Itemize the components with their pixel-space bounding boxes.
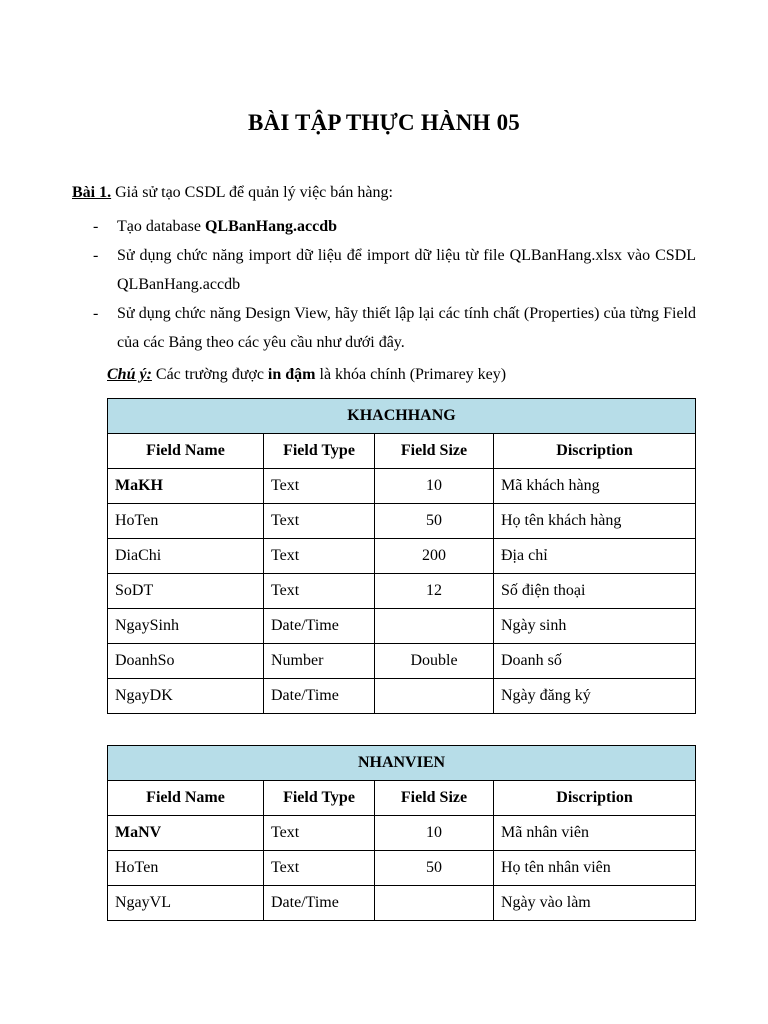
cell-field-name: NgaySinh bbox=[108, 609, 264, 644]
cell-field-name: SoDT bbox=[108, 574, 264, 609]
cell-field-size: 200 bbox=[375, 539, 494, 574]
table-row bbox=[108, 644, 696, 679]
bullet-dash: - bbox=[93, 247, 99, 264]
header-field-type: Field Type bbox=[264, 434, 375, 469]
cell-field-name: DiaChi bbox=[108, 539, 264, 574]
table-header-row bbox=[108, 434, 696, 469]
cell-description: Họ tên khách hàng bbox=[494, 504, 696, 539]
note-label: Chú ý: bbox=[107, 366, 152, 383]
cell-field-type: Number bbox=[264, 644, 375, 679]
table-row bbox=[108, 609, 696, 644]
cell-field-name: MaNV bbox=[108, 816, 264, 851]
cell-field-size: 12 bbox=[375, 574, 494, 609]
header-field-name: Field Name bbox=[108, 434, 264, 469]
cell-field-type: Text bbox=[264, 574, 375, 609]
table-row bbox=[108, 539, 696, 574]
cell-description: Họ tên nhân viên bbox=[494, 851, 696, 886]
bullet-dash: - bbox=[93, 218, 99, 235]
cell-field-size: 10 bbox=[375, 469, 494, 504]
cell-field-size: 50 bbox=[375, 504, 494, 539]
cell-field-size: Double bbox=[375, 644, 494, 679]
khachhang-table bbox=[107, 398, 696, 714]
cell-field-type: Text bbox=[264, 469, 375, 504]
page-title: BÀI TẬP THỰC HÀNH 05 bbox=[248, 110, 520, 135]
bullet-item-1 bbox=[117, 212, 696, 241]
cell-field-type: Text bbox=[264, 851, 375, 886]
table-row bbox=[108, 504, 696, 539]
cell-field-type: Text bbox=[264, 539, 375, 574]
cell-field-name: NgayDK bbox=[108, 679, 264, 714]
cell-field-size: 50 bbox=[375, 851, 494, 886]
cell-field-name: HoTen bbox=[108, 851, 264, 886]
note bbox=[107, 366, 506, 384]
nhanvien-table bbox=[107, 745, 696, 921]
bullet-dash: - bbox=[93, 305, 99, 322]
cell-description: Số điện thoại bbox=[494, 574, 696, 609]
table-caption: NHANVIEN bbox=[108, 746, 696, 781]
cell-description: Doanh số bbox=[494, 644, 696, 679]
cell-field-size bbox=[375, 609, 494, 644]
note-text-end: là khóa chính (Primarey key) bbox=[315, 366, 507, 383]
exercise-intro: Giả sử tạo CSDL để quản lý việc bán hàng: bbox=[111, 184, 393, 201]
cell-field-type: Text bbox=[264, 816, 375, 851]
header-description: Discription bbox=[494, 434, 696, 469]
cell-field-size bbox=[375, 679, 494, 714]
cell-field-size: 10 bbox=[375, 816, 494, 851]
table-caption-row bbox=[108, 399, 696, 434]
bullet-item-3: Sử dụng chức năng Design View, hãy thiết lập lại các tính chất (Properties) của từng Field của các Bảng theo các yêu cầu như dưới đây. bbox=[117, 305, 696, 351]
cell-field-type: Date/Time bbox=[264, 609, 375, 644]
table-row bbox=[108, 679, 696, 714]
exercise-label: Bài 1. bbox=[72, 184, 112, 201]
cell-field-type: Text bbox=[264, 504, 375, 539]
database-name: QLBanHang.accdb bbox=[204, 218, 337, 235]
cell-description: Ngày đăng ký bbox=[494, 679, 696, 714]
table-caption: KHACHHANG bbox=[108, 399, 696, 434]
bullet-item-1-text: Tạo database bbox=[117, 218, 205, 235]
bullet-item-2: Sử dụng chức năng import dữ liệu để import dữ liệu từ file QLBanHang.xlsx vào CSDL QLBanHang.accdb bbox=[117, 247, 696, 293]
exercise-heading bbox=[72, 184, 393, 202]
table-row bbox=[108, 574, 696, 609]
header-field-type: Field Type bbox=[264, 781, 375, 816]
table-row bbox=[108, 886, 696, 921]
cell-description: Mã nhân viên bbox=[494, 816, 696, 851]
header-field-name: Field Name bbox=[108, 781, 264, 816]
table-row bbox=[108, 816, 696, 851]
header-field-size: Field Size bbox=[375, 434, 494, 469]
cell-field-type: Date/Time bbox=[264, 886, 375, 921]
cell-field-size bbox=[375, 886, 494, 921]
cell-field-name: HoTen bbox=[108, 504, 264, 539]
header-description: Discription bbox=[494, 781, 696, 816]
note-text: Các trường được bbox=[151, 366, 268, 383]
cell-field-name: MaKH bbox=[108, 469, 264, 504]
header-field-size: Field Size bbox=[375, 781, 494, 816]
table-caption-row bbox=[108, 746, 696, 781]
table-row bbox=[108, 851, 696, 886]
cell-description: Ngày vào làm bbox=[494, 886, 696, 921]
cell-description: Mã khách hàng bbox=[494, 469, 696, 504]
note-bold: in đậm bbox=[267, 366, 316, 383]
cell-field-name: NgayVL bbox=[108, 886, 264, 921]
table-row bbox=[108, 469, 696, 504]
cell-description: Địa chỉ bbox=[494, 539, 696, 574]
cell-field-type: Date/Time bbox=[264, 679, 375, 714]
cell-field-name: DoanhSo bbox=[108, 644, 264, 679]
table-header-row bbox=[108, 781, 696, 816]
cell-description: Ngày sinh bbox=[494, 609, 696, 644]
